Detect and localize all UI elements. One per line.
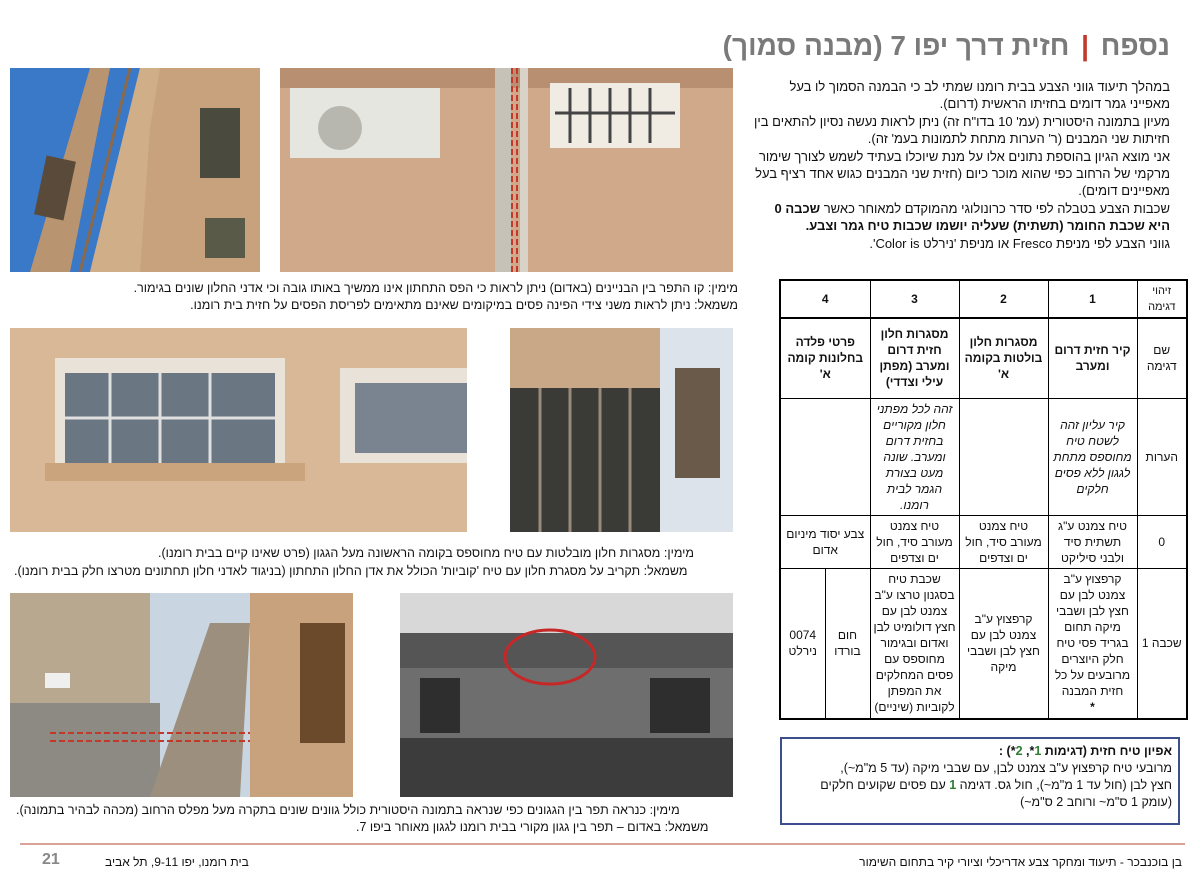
cell-name-2: מסגרות חלון בולטות בקומה א'	[959, 318, 1048, 398]
box-line-text: עם פסים שקועים חלקים	[820, 778, 950, 792]
cell-layer1-2: קרפצוץ ע"ב צמנט לבן עם חצץ לבן ושבבי מיקה	[959, 568, 1048, 719]
cell-layer1-1-star: *	[1090, 700, 1095, 715]
intro-paragraph: מעיון בתמונה היסטורית (עמ' 10 בדו"ח זה) ניתן לראות נעשה נסיון להתאים בין חזיתות שני המבנים (ר' הערות מתחת לתמונות בעמ' זה).	[754, 113, 1170, 147]
header-sample-id: זיהוי דגימה	[1137, 280, 1187, 318]
row-label-notes: הערות	[1137, 398, 1187, 515]
cell-layer1-1-text: קרפצוץ ע"ב צמנט לבן עם חצץ לבן ושבבי מיקה תחום בגריד פסי טיח חלק היוצרים מרובעים על כל חזית המבנה	[1054, 572, 1131, 699]
footer-address: בית רומנו, יפו 9-11, תל אביב	[105, 855, 249, 869]
box-title-sample-2: 2	[1015, 744, 1023, 758]
cell-layer0-4: צבע יסוד מיניום אדום	[780, 515, 870, 568]
header-col-3: 3	[870, 280, 959, 318]
box-line: (עומק 1 ס"מ~ ורוחב 2 ס"מ~)	[1020, 795, 1172, 809]
box-title-text: *,	[1022, 744, 1035, 758]
intro-paragraph: במהלך תיעוד גווני הצבע בבית רומנו שמתי לב כי הבמנה הסמוך לו בעל מאפייני גמר דומים בחזיתו הראשית (דרום).	[789, 79, 1170, 112]
cell-notes-4	[780, 398, 870, 515]
table-row	[780, 398, 1187, 515]
header-col-4: 4	[780, 280, 870, 318]
cell-name-1: קיר חזית דרום ומערב	[1048, 318, 1137, 398]
footer-divider	[20, 843, 1185, 845]
cell-layer0-2: טיח צמנט מעורב סיד, חול ים וצדפים	[959, 515, 1048, 568]
cell-layer1-4-code: 0074 נירלט	[780, 568, 825, 719]
intro-text-span: שכבות הצבע בטבלה לפי סדר כרונולוגי מהמוקדם למאוחר כאשר	[820, 200, 1170, 216]
cell-notes-1: קיר עליון זהה לשטח טיח מחוספס מתחת לגגון ללא פסים חלקים	[1048, 398, 1137, 515]
caption-row-1-right: מימין: קו התפר בין הבניינים (באדום) ניתן לראות כי הפס התחתון אינו ממשיך באותו גובה וכי אדני החלון שונים בגימור.	[133, 281, 738, 295]
box-title-sample-1: 1	[1034, 744, 1042, 758]
cell-layer1-3: שכבת טיח בסגנון טרצו ע"ב צמנט לבן עם חצץ דולומיט לבן ואדום ובגימור מחוספס עם פסים המחלקים את המפתן לקוביות (שיניים)	[870, 568, 959, 719]
cell-notes-2	[959, 398, 1048, 515]
cell-layer0-1: טיח צמנט ע"ג תשתית סיד ולבני סיליקט	[1048, 515, 1137, 568]
title-separator: |	[1081, 30, 1089, 61]
cell-layer0-3: טיח צמנט מעורב סיד, חול ים וצדפים	[870, 515, 959, 568]
plaster-characterization-box	[780, 737, 1180, 825]
footer-author: בן בוכנבכר - תיעוד ומחקר צבע אדריכלי וציורי קיר בתחום השימור	[859, 855, 1182, 869]
header-col-2: 2	[959, 280, 1048, 318]
row-label-layer-0: 0	[1137, 515, 1187, 568]
row-label-name: שם דגימה	[1137, 318, 1187, 398]
cell-layer1-4-color: חום בורדו	[825, 568, 870, 719]
cell-name-3: מסגרות חלון חזית דרום ומערב (מפתן עילי וצדדי)	[870, 318, 959, 398]
box-line: מרובעי טיח קרפצוץ ע"ב צמנט לבן, עם שבבי מיקה (עד 5 מ"מ~),	[840, 761, 1172, 775]
intro-paragraph: גווני הצבע לפי מניפת Fresco או מניפת 'נירלט Color is'.	[869, 235, 1170, 251]
photo-building-corner	[10, 68, 260, 272]
caption-row-3-right: מימין: כנראה תפר בין הגגונים כפי שנראה בתמונה היסטורית כולל גוונים שונים בתקרה מעל מפלס הרחוב (מכהה לבהיר בתמונה).	[16, 803, 680, 817]
box-title	[788, 743, 1172, 760]
intro-paragraph	[750, 200, 1170, 235]
cell-layer1-1	[1048, 568, 1137, 719]
page-number: 21	[42, 851, 60, 868]
title-prefix: נספח	[1100, 30, 1170, 61]
table-row	[780, 515, 1187, 568]
title-main: חזית דרך יפו 7 (מבנה סמוך)	[722, 30, 1070, 61]
table-row	[780, 318, 1187, 398]
header-col-1: 1	[1048, 280, 1137, 318]
photo-facade-ac-unit	[280, 68, 733, 272]
intro-text	[750, 78, 1170, 252]
caption-row-3-left: משמאל: באדום – תפר בין גגון מקורי בבית רומנו לגגון מאוחר ביפו 7.	[356, 820, 709, 834]
photo-window-closeup	[510, 328, 733, 532]
samples-table	[779, 279, 1188, 720]
page-title	[723, 30, 1170, 62]
photo-window-frame	[10, 328, 467, 532]
row-label-layer-1: שכבה 1	[1137, 568, 1187, 719]
cell-name-4: פרטי פלדה בחלונות קומה א'	[780, 318, 870, 398]
box-line-text: חצץ לבן (חול עד 1 מ"מ~), חול גס. דגימה	[956, 778, 1172, 792]
caption-row-1-left: משמאל: ניתן לראות משני צידי הפינה פסים במיקומים שאינם מתאימים לפריסת הפסים על חזית בית רומנו.	[190, 298, 738, 312]
intro-bold-span: שכבה 0 היא שכבת החומר (תשתית) שעליה יושמו שכבות טיח גמר וצבע.	[774, 200, 1170, 234]
intro-paragraph: אני מוצא הגיון בהוספת נתונים אלו על מנת שיוכלו בעתיד לשמש לצורך שימור מרקמי של הרחוב כפי שהוא מוכר כיום (חזית שני המבנים כגוש אחד רציף בעל מאפיינים דומים).	[755, 148, 1170, 199]
box-line	[788, 777, 1172, 794]
photo-historic-street	[400, 593, 733, 797]
table-row	[780, 280, 1187, 318]
box-title-text: *) :	[998, 744, 1016, 758]
caption-row-2-left: משמאל: תקריב על מסגרת חלון עם טיח 'קוביות' הכולל את אדן החלון התחתון (בניגוד לאדני חלון תחתונים מטרצו חלק בבית רומנו).	[14, 564, 688, 578]
photo-street-canopy	[10, 593, 353, 797]
cell-notes-3: זהה לכל מפתני חלון מקוריים בחזית דרום ומערב. שונה מעט בצורת הגמר לבית רומנו.	[870, 398, 959, 515]
caption-row-2-right: מימין: מסגרות חלון מובלטות עם טיח מחוספס בקומה הראשונה מעל הגגון (פרט שאינו קיים בבית רומנו).	[158, 546, 694, 560]
box-line-sample: 1	[949, 778, 957, 792]
box-title-text: אפיון טיח חזית (דגימות	[1041, 744, 1172, 758]
table-row	[780, 568, 1187, 719]
